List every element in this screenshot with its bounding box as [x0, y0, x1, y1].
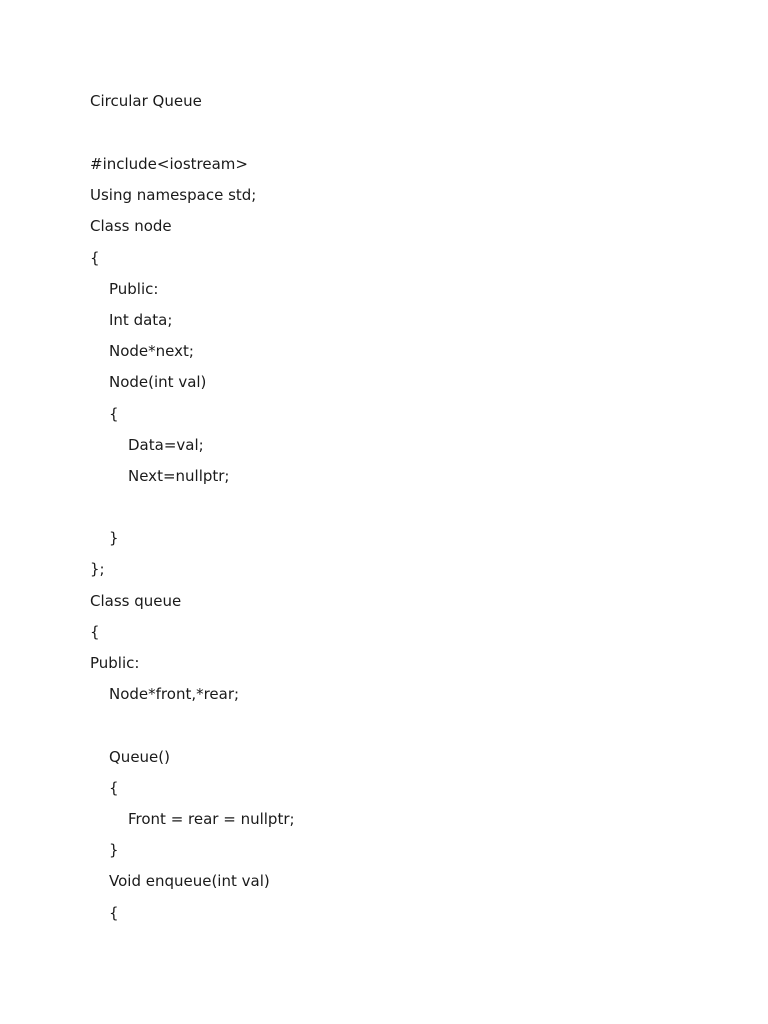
code-line: Node*front,*rear; [109, 685, 240, 704]
code-line [90, 715, 295, 746]
code-line: Using namespace std; [90, 186, 257, 205]
code-line: } [109, 841, 119, 860]
code-line: Public: [90, 654, 140, 672]
code-line: Front = rear = nullptr; [128, 809, 295, 828]
code-line: Data=val; [128, 435, 204, 454]
code-line: Next=nullptr; [128, 466, 230, 485]
code-line: { [109, 778, 119, 797]
code-line: Class node [90, 217, 172, 236]
code-line: Int data; [109, 310, 173, 329]
code-line: Class queue [90, 591, 182, 610]
code-line: Node*next; [109, 342, 194, 361]
code-line: Queue() [109, 747, 170, 766]
code-line: #include<iostream> [90, 155, 248, 173]
code-block [90, 154, 295, 934]
code-line: Public: [109, 279, 159, 298]
code-line: { [109, 404, 119, 423]
code-line: } [109, 529, 119, 548]
code-line: }; [90, 560, 105, 579]
code-line: Node(int val) [109, 373, 207, 392]
document-title: Circular Queue [90, 92, 202, 110]
code-line: { [109, 903, 119, 922]
code-line: { [90, 248, 100, 267]
code-line [90, 497, 295, 528]
code-line: Void enqueue(int val) [109, 872, 270, 891]
code-line: { [90, 622, 100, 641]
